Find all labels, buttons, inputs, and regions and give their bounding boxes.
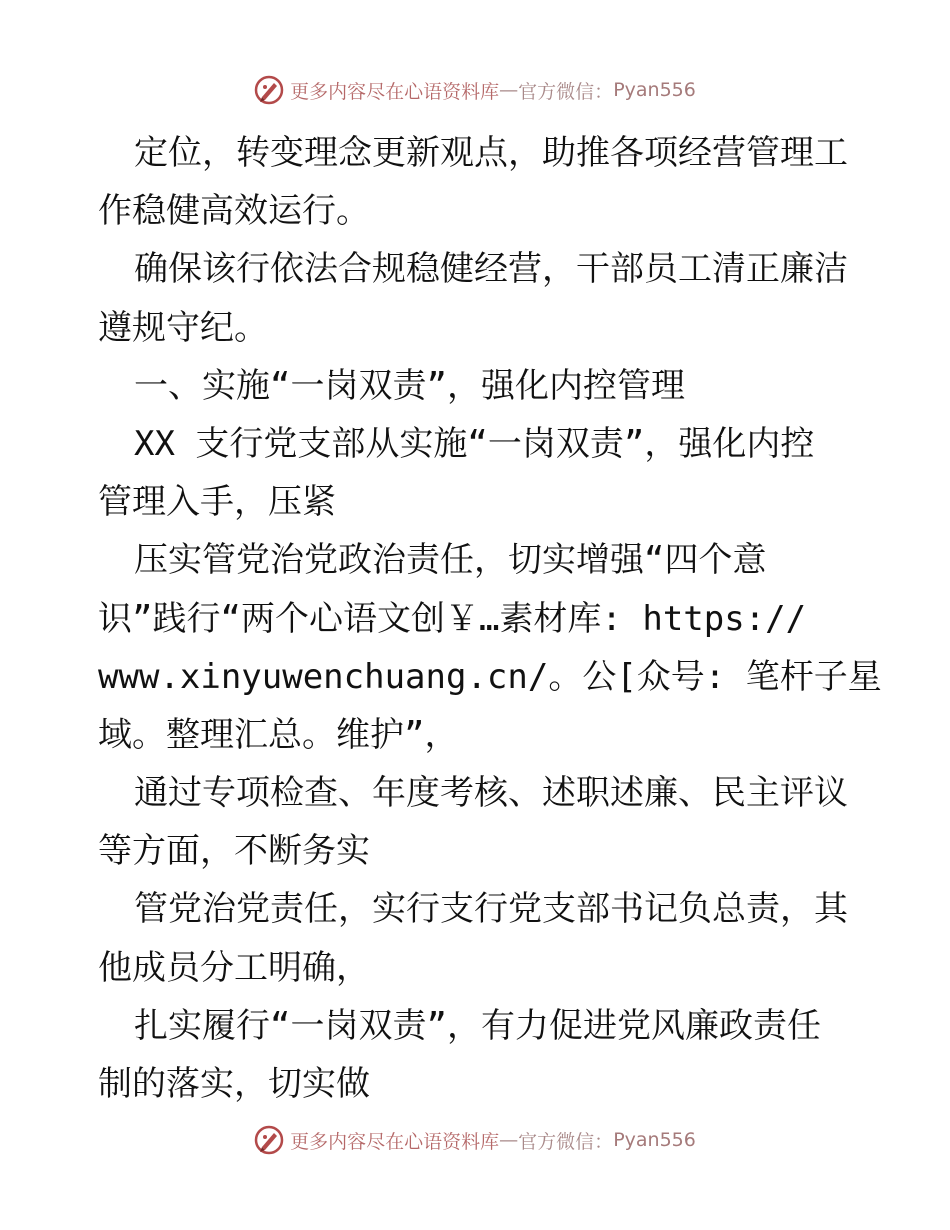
text-line: 定位，转变理念更新观点，助推各项经营管理工 (134, 133, 848, 173)
banner-main-text: 更多内容尽在心语资料库 (290, 1130, 500, 1153)
banner-dash: — (499, 1129, 519, 1151)
text-line: 管党治党责任，实行支行党支部书记负总责，其 (134, 889, 848, 930)
text-line: www.xinyuwenchuang.cn/。公[众号: 笔杆子星 (98, 656, 882, 697)
text-line: 确保该行依法合规稳健经营，干部员工清正廉洁 (134, 249, 848, 290)
text-line: XX 支行党支部从实施“一岗双责”，强化内控 (134, 423, 815, 464)
banner-main-text: 更多内容尽在心语资料库 (290, 80, 500, 103)
footer-banner (0, 1120, 950, 1160)
banner-dash: — (499, 79, 519, 101)
document-body (98, 124, 882, 1113)
text-line: 压实管党治党政治责任，切实增强“四个意 (134, 540, 767, 581)
banner-wechat-label: 官方微信： (518, 1130, 614, 1153)
header-banner (0, 70, 950, 110)
pen-logo-icon (254, 1125, 284, 1155)
text-line: 扎实履行“一岗双责”，有力促进党风廉政责任 (134, 1005, 821, 1046)
pen-logo-icon (254, 75, 284, 105)
text-line: 遵规守纪。 (98, 307, 268, 348)
text-line: 管理入手，压紧 (98, 482, 336, 523)
banner-wechat-label: 官方微信： (518, 80, 614, 103)
section-heading: 一、实施“一岗双责”，强化内控管理 (134, 365, 685, 406)
text-line: 制的落实，切实做 (98, 1064, 370, 1104)
text-line: 他成员分工明确， (98, 947, 370, 988)
text-line: 等方面，不断务实 (98, 831, 370, 872)
banner-wechat-id: Pyan556 (613, 79, 696, 101)
text-line: 作稳健高效运行。 (98, 191, 370, 232)
text-line: 识”践行“两个心语文创￥…素材库: https:// (98, 598, 807, 639)
banner-wechat-id: Pyan556 (613, 1129, 696, 1151)
text-line: 通过专项检查、年度考核、述职述廉、民主评议 (134, 773, 848, 814)
text-line: 域。整理汇总。维护”， (98, 714, 459, 755)
